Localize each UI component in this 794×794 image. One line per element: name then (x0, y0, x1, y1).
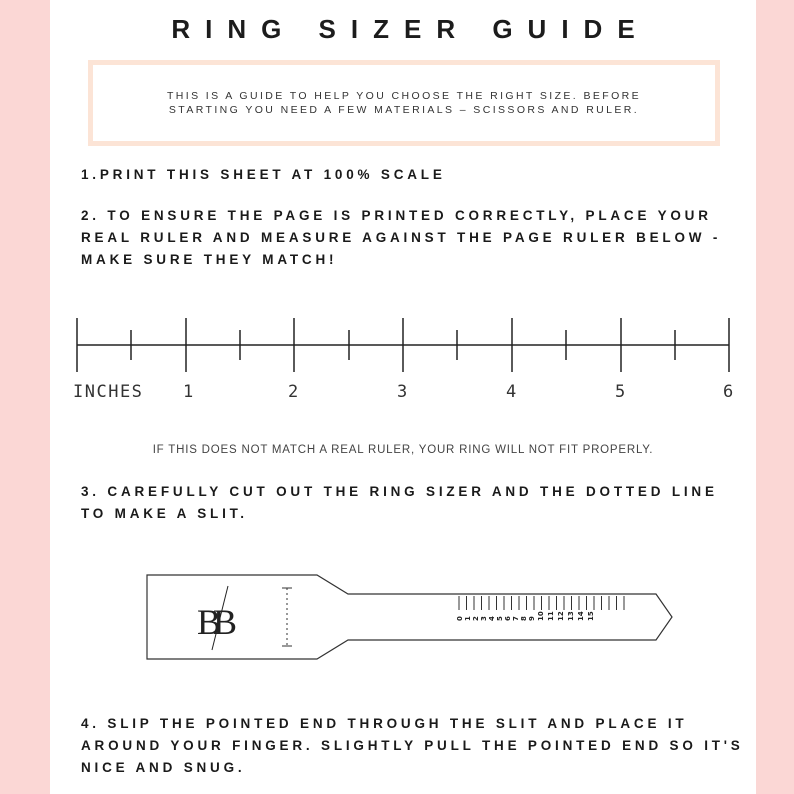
scale-label: 11 (547, 611, 555, 621)
scale-label: 4 (488, 616, 496, 621)
page-title: RING SIZER GUIDE (171, 14, 650, 44)
ruler-warning-note: IF THIS DOES NOT MATCH A REAL RULER, YOUR RING WILL NOT FIT PROPERLY. (152, 444, 654, 456)
step-2-text: 2. TO ENSURE THE PAGE IS PRINTED CORRECTLY, PLACE YOUR REAL RULER AND MEASURE AGAINST THE PAGE RULER BELOW - MAKE SURE THEY MATCH! (81, 208, 722, 267)
scale-label: 12 (557, 611, 565, 621)
ruler-label: 5 (615, 382, 626, 402)
step-1-text: 1.PRINT THIS SHEET AT 100% SCALE (81, 167, 446, 182)
scale-label: 14 (577, 611, 585, 621)
scale-label: 7 (512, 616, 520, 621)
step-3-text: 3. CAREFULLY CUT OUT THE RING SIZER AND THE DOTTED LINE TO MAKE A SLIT. (81, 484, 718, 521)
ruler-label: 3 (397, 382, 408, 402)
intro-box (88, 60, 720, 146)
logo-monogram: BB (197, 602, 230, 642)
ruler-label: 2 (288, 382, 299, 402)
scale-label: 8 (520, 616, 528, 621)
ruler-label: 4 (506, 382, 517, 402)
scale-label: 0 (456, 616, 464, 621)
scale-label: 6 (504, 616, 512, 621)
step-4-text: 4. SLIP THE POINTED END THROUGH THE SLIT AND PLACE IT AROUND YOUR FINGER. SLIGHTLY PULL THE POINTED END SO IT'S NICE AND SNUG. (81, 716, 744, 775)
scale-label: 9 (528, 616, 536, 621)
ruler-label: 6 (723, 382, 734, 402)
intro-line-2: STARTING YOU NEED A FEW MATERIALS – SCISSORS AND RULER. (168, 104, 640, 116)
ruler-label: 1 (183, 382, 194, 402)
ring-sizer-cutout (50, 560, 756, 680)
page-ruler (50, 300, 756, 410)
guide-sheet (50, 0, 756, 794)
scale-label: 3 (480, 616, 488, 621)
intro-line-1: THIS IS A GUIDE TO HELP YOU CHOOSE THE RIGHT SIZE. BEFORE (166, 90, 642, 102)
scale-label: 2 (472, 616, 480, 621)
scale-label: 13 (567, 611, 575, 621)
scale-label: 5 (496, 616, 504, 621)
scale-label: 1 (464, 616, 472, 621)
scale-label: 15 (587, 611, 595, 621)
ruler-unit-label: INCHES (73, 382, 144, 402)
intro-text (114, 89, 694, 117)
scale-label: 10 (537, 611, 545, 621)
